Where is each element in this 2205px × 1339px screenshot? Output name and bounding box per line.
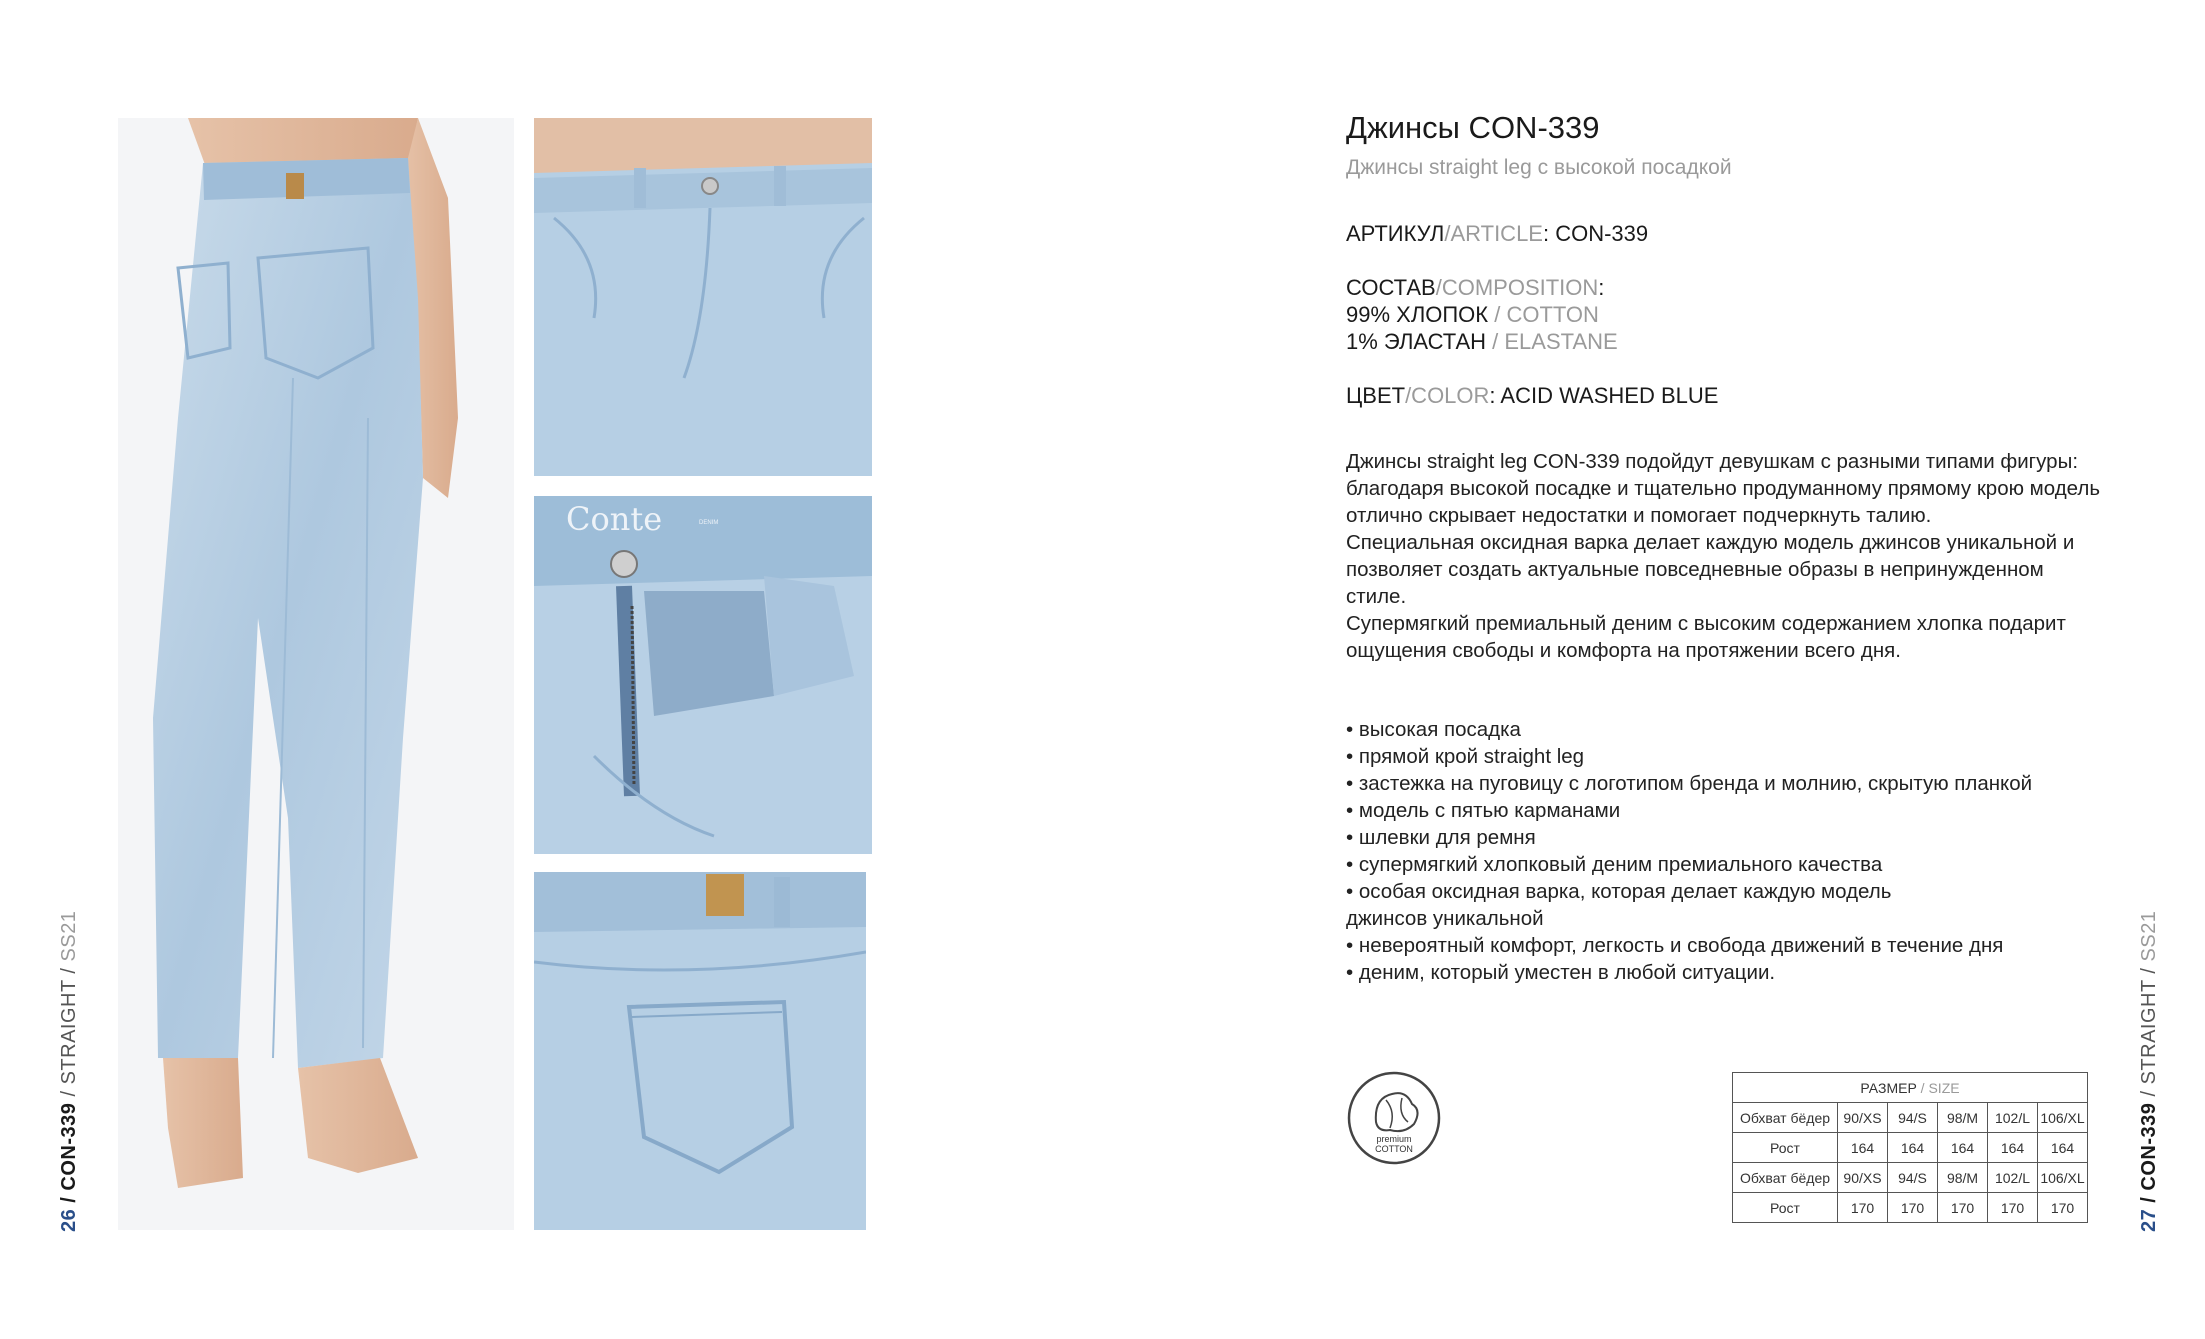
badge-line1: premium <box>1376 1134 1412 1144</box>
side-code-left: / CON-339 <box>58 1102 80 1209</box>
feature-item: • деним, который уместен в любой ситуации. <box>1346 961 1776 984</box>
size-cell: 164 <box>1838 1133 1888 1163</box>
size-cell: 106/XL <box>2038 1163 2088 1193</box>
feature-list <box>1346 716 2126 986</box>
side-season-left: SS21 <box>58 910 80 968</box>
size-cell: 170 <box>1838 1193 1888 1223</box>
page-number-left: 26 <box>58 1208 80 1232</box>
composition-label-en: /COMPOSITION <box>1435 275 1599 300</box>
size-row-label: Рост <box>1733 1193 1838 1223</box>
product-description <box>1346 448 2106 664</box>
size-header-cell <box>1733 1073 2088 1103</box>
size-header-ru: РАЗМЕР <box>1860 1079 1917 1096</box>
composition-label: СОСТАВ <box>1346 275 1436 300</box>
badge-line2: COTTON <box>1375 1144 1413 1154</box>
side-fit-left: / STRAIGHT / <box>58 967 80 1103</box>
color-label: ЦВЕТ <box>1346 383 1406 408</box>
size-cell: 102/L <box>1988 1163 2038 1193</box>
color-label-en: /COLOR <box>1405 383 1490 408</box>
page-number-right: 27 <box>2138 1208 2160 1232</box>
size-cell: 98/M <box>1938 1103 1988 1133</box>
description-paragraph: Специальная оксидная варка делает каждую модель джинсов уникальной и позволяет создать актуальные повседневные образы в непринужденном стиле. <box>1346 531 2075 608</box>
elastane-en: / ELASTANE <box>1486 329 1618 354</box>
size-cell: 106/XL <box>2038 1103 2088 1133</box>
feature-item: • прямой крой straight leg <box>1346 745 1585 768</box>
size-row <box>1733 1103 2088 1133</box>
article-value: : CON-339 <box>1542 221 1649 246</box>
side-label-right <box>2138 911 2161 1232</box>
premium-cotton-badge <box>1346 1070 1442 1166</box>
feature-item: • особая оксидная варка, которая делает каждую модель джинсов уникальной <box>1346 880 1892 930</box>
size-cell: 94/S <box>1888 1103 1938 1133</box>
feature-item: • застежка на пуговицу с логотипом бренда и молнию, скрытую планкой <box>1346 772 2033 795</box>
size-cell: 90/XS <box>1838 1103 1888 1133</box>
composition-colon: : <box>1598 275 1605 300</box>
composition-block <box>1346 274 1618 355</box>
size-table <box>1732 1072 2088 1223</box>
size-table-header <box>1733 1073 2088 1103</box>
cotton-en: / COTTON <box>1488 302 1599 327</box>
elastane-ru: 1% ЭЛАСТАН <box>1346 329 1487 354</box>
size-cell: 164 <box>1988 1133 2038 1163</box>
size-row-label: Обхват бёдер <box>1733 1163 1838 1193</box>
size-row-label: Рост <box>1733 1133 1838 1163</box>
side-season-right: SS21 <box>2138 910 2160 968</box>
size-cell: 94/S <box>1888 1163 1938 1193</box>
cotton-ru: 99% ХЛОПОК <box>1346 302 1489 327</box>
brand-logo: Conte <box>566 500 663 538</box>
size-row-label: Обхват бёдер <box>1733 1103 1838 1133</box>
size-row <box>1733 1133 2088 1163</box>
photo-pocket-closeup <box>534 872 866 1230</box>
side-fit-right: / STRAIGHT / <box>2138 967 2160 1103</box>
color-line <box>1346 382 1718 409</box>
size-row <box>1733 1163 2088 1193</box>
size-cell: 164 <box>2038 1133 2088 1163</box>
article-line <box>1346 220 1648 247</box>
size-cell: 90/XS <box>1838 1163 1888 1193</box>
photo-fly-closeup <box>534 496 872 854</box>
photo-back-view <box>118 118 514 1230</box>
product-title: Джинсы CON-339 <box>1346 110 1600 145</box>
size-cell: 170 <box>1888 1193 1938 1223</box>
product-subtitle: Джинсы straight leg с высокой посадкой <box>1346 156 1732 179</box>
side-code-right: / CON-339 <box>2138 1102 2160 1209</box>
size-cell: 164 <box>1938 1133 1988 1163</box>
feature-item: • шлевки для ремня <box>1346 826 1536 849</box>
feature-item: • модель с пятью карманами <box>1346 799 1621 822</box>
size-cell: 98/M <box>1938 1163 1988 1193</box>
size-cell: 170 <box>1988 1193 2038 1223</box>
photo-front-closeup <box>534 118 872 476</box>
feature-item: • невероятный комфорт, легкость и свобода движений в течение дня <box>1346 934 2004 957</box>
size-row <box>1733 1193 2088 1223</box>
description-paragraph: Джинсы straight leg CON-339 подойдут девушкам с разными типами фигуры: благодаря высокой посадке и тщательно продуманному прямому крою модель отлично скрывает недостатки и помогает подчеркнуть талию. <box>1346 450 2101 527</box>
color-value: : ACID WASHED BLUE <box>1489 383 1719 408</box>
feature-item: • высокая посадка <box>1346 718 1521 741</box>
brand-sub: DENIM <box>699 520 719 526</box>
size-cell: 170 <box>2038 1193 2088 1223</box>
description-paragraph: Супермягкий премиальный деним с высоким содержанием хлопка подарит ощущения свободы и комфорта на протяжении всего дня. <box>1346 612 2066 662</box>
size-header-en: / SIZE <box>1916 1079 1960 1096</box>
article-label: АРТИКУЛ <box>1346 221 1445 246</box>
article-label-en: /ARTICLE <box>1444 221 1543 246</box>
size-cell: 170 <box>1938 1193 1988 1223</box>
feature-item: • супермягкий хлопковый деним премиального качества <box>1346 853 1883 876</box>
size-cell: 164 <box>1888 1133 1938 1163</box>
size-cell: 102/L <box>1988 1103 2038 1133</box>
side-label-left <box>58 911 81 1232</box>
